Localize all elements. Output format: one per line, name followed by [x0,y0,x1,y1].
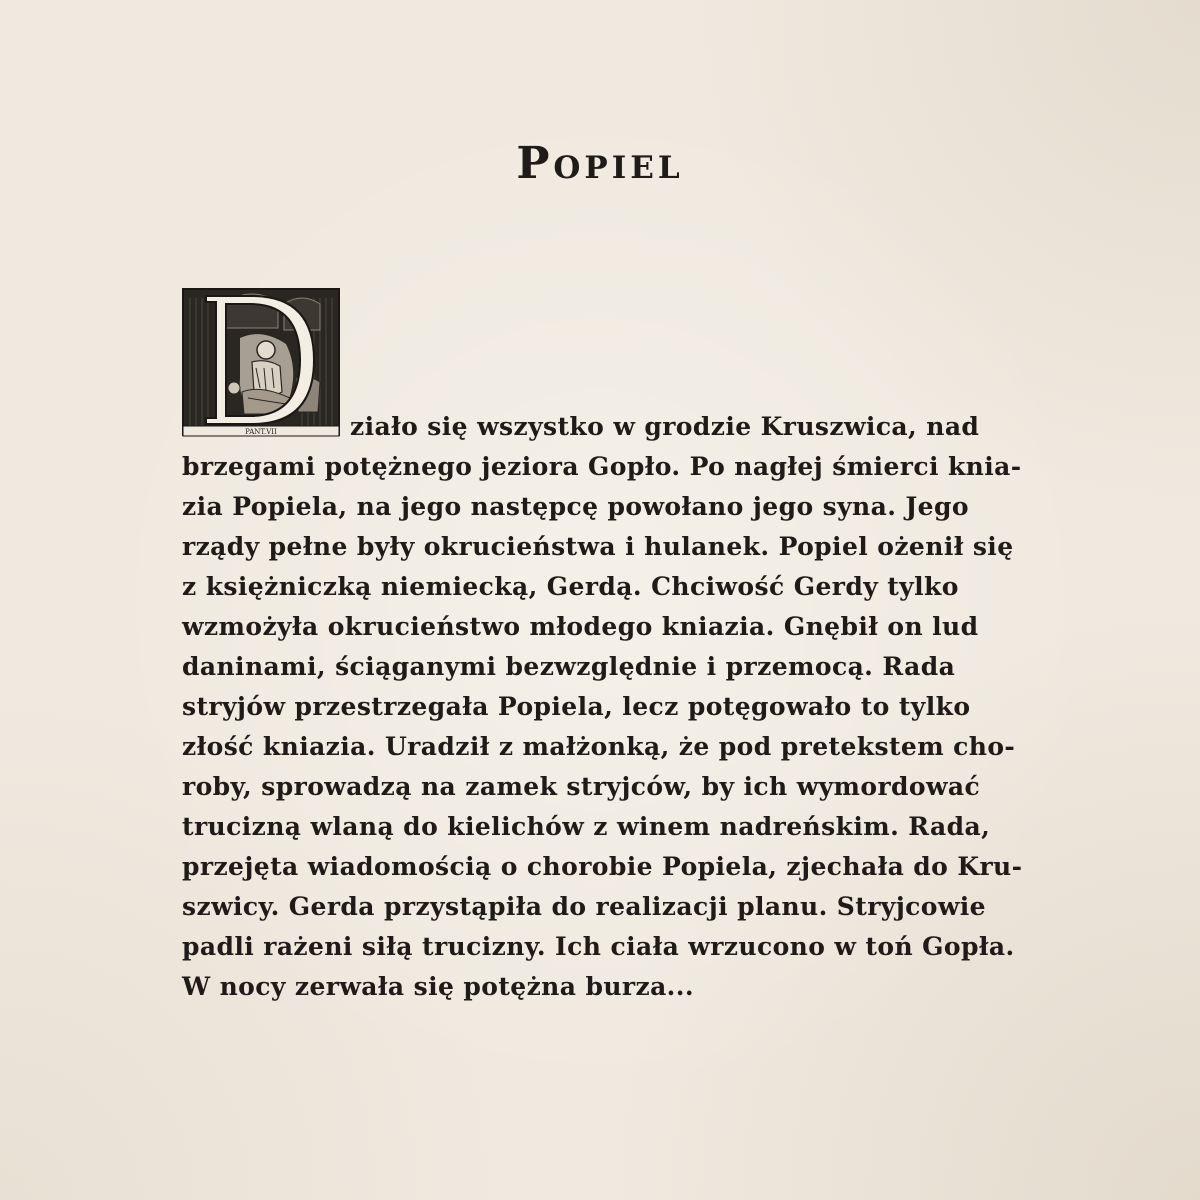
text-line: W nocy zerwała się potężna burza... [182,972,694,1001]
text-line: padli rażeni siłą trucizny. Ich ciała wrzucono w toń Gopła. [182,932,1015,961]
text-line: brzegami potężnego jeziora Gopło. Po nagłej śmierci knia- [182,452,1022,481]
text-line: szwicy. Gerda przystąpiła do realizacji planu. Stryjcowie [182,892,986,921]
text-line: ziało się wszystko w grodzie Kruszwica, nad [350,412,980,441]
text-line: złość kniazia. Uradził z małżonką, że pod pretekstem cho- [182,732,1016,761]
text-line: wzmożyła okrucieństwo młodego kniazia. Gnębił on lud [182,612,979,641]
text-line: stryjów przestrzegała Popiela, lecz potęgowało to tylko [182,692,971,721]
dropcap-illustration [182,288,340,438]
text-line: z księżniczką niemiecką, Gerdą. Chciwość Gerdy tylko [182,572,959,601]
text-line: daninami, ściąganymi bezwzględnie i przemocą. Rada [182,652,956,681]
text-line: rządy pełne były okrucieństwa i hulanek. Popiel ożenił się [182,532,1014,561]
text-line: zia Popiela, na jego następcę powołano jego syna. Jego [182,492,969,521]
dropcap-signature: PANT.VII [245,428,277,436]
text-line: przejęta wiadomością o chorobie Popiela, zjechała do Kru- [182,852,1023,881]
text-line: roby, sprowadzą na zamek stryjców, by ich wymordować [182,772,981,801]
page-title: Popiel [516,138,684,189]
text-line: trucizną wlaną do kielichów z winem nadreńskim. Rada, [182,812,991,841]
